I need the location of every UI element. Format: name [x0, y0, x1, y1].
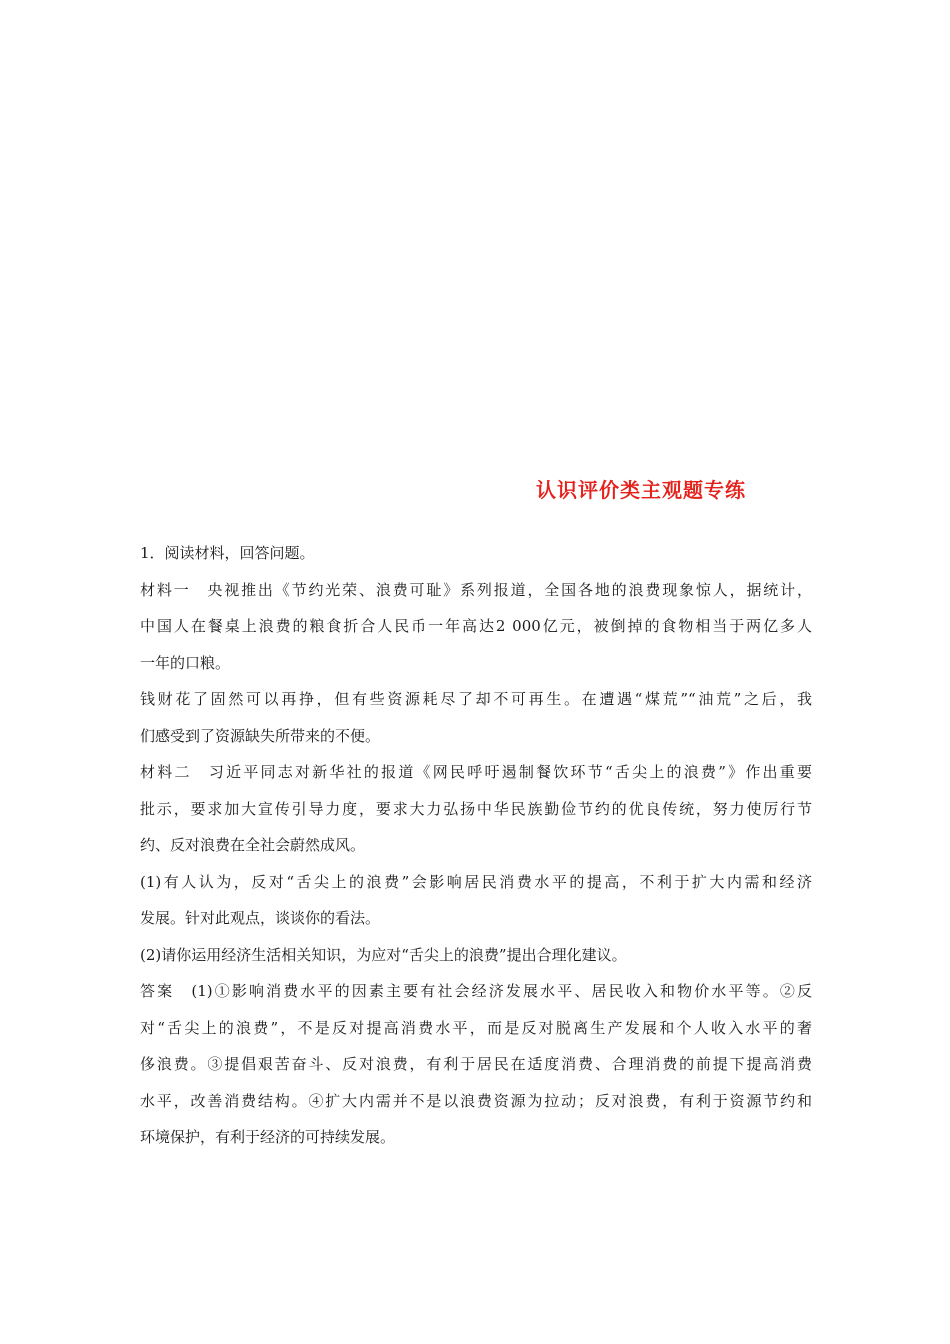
material-two-line-2: 批示，要求加大宣传引导力度，要求大力弘扬中华民族勤俭节约的优良传统，努力使厉行节 — [140, 799, 812, 818]
material-one-line-1: 材料一 央视推出《节约光荣、浪费可耻》系列报道，全国各地的浪费现象惊人，据统计， — [140, 580, 812, 599]
material-one-line-3: 一年的口粮。 — [140, 653, 231, 672]
answer-line-1: 答案 (1)①影响消费水平的因素主要有社会经济发展水平、居民收入和物价水平等。②反 — [140, 982, 812, 1000]
sub-question-1-line-2: 发展。针对此观点，谈谈你的看法。 — [140, 909, 381, 927]
material-one-line-5: 们感受到了资源缺失所带来的不便。 — [140, 726, 381, 745]
answer-line-2: 对“舌尖上的浪费”，不是反对提高消费水平，而是反对脱离生产发展和个人收入水平的奢 — [140, 1018, 812, 1037]
material-two-line-1: 材料二 习近平同志对新华社的报道《网民呼吁遏制餐饮环节“舌尖上的浪费”》作出重要 — [140, 763, 812, 781]
material-one-line-4: 钱财花了固然可以再挣，但有些资源耗尽了却不可再生。在遭遇“煤荒”“油荒”之后，我 — [140, 690, 812, 708]
document-title: 认识评价类主观题专练 — [536, 478, 746, 502]
answer-line-4: 水平，改善消费结构。④扩大内需并不是以浪费资源为拉动；反对浪费，有利于资源节约和 — [140, 1091, 812, 1110]
material-one-line-2: 中国人在餐桌上浪费的粮食折合人民币一年高达2 000亿元，被倒掉的食物相当于两亿多人 — [140, 617, 812, 635]
sub-question-1-line-1: (1)有人认为，反对“舌尖上的浪费”会影响居民消费水平的提高，不利于扩大内需和经济 — [140, 872, 812, 891]
answer-line-5: 环境保护，有利于经济的可持续发展。 — [140, 1128, 396, 1146]
document-body — [140, 535, 812, 1156]
question-number-line: 1．阅读材料，回答问题。 — [140, 544, 315, 562]
answer-line-3: 侈浪费。③提倡艰苦奋斗、反对浪费，有利于居民在适度消费、合理消费的前提下提高消费 — [140, 1055, 812, 1073]
material-two-line-3: 约、反对浪费在全社会蔚然成风。 — [140, 836, 366, 854]
sub-question-2-line: (2)请你运用经济生活相关知识，为应对“舌尖上的浪费”提出合理化建议。 — [140, 945, 627, 964]
